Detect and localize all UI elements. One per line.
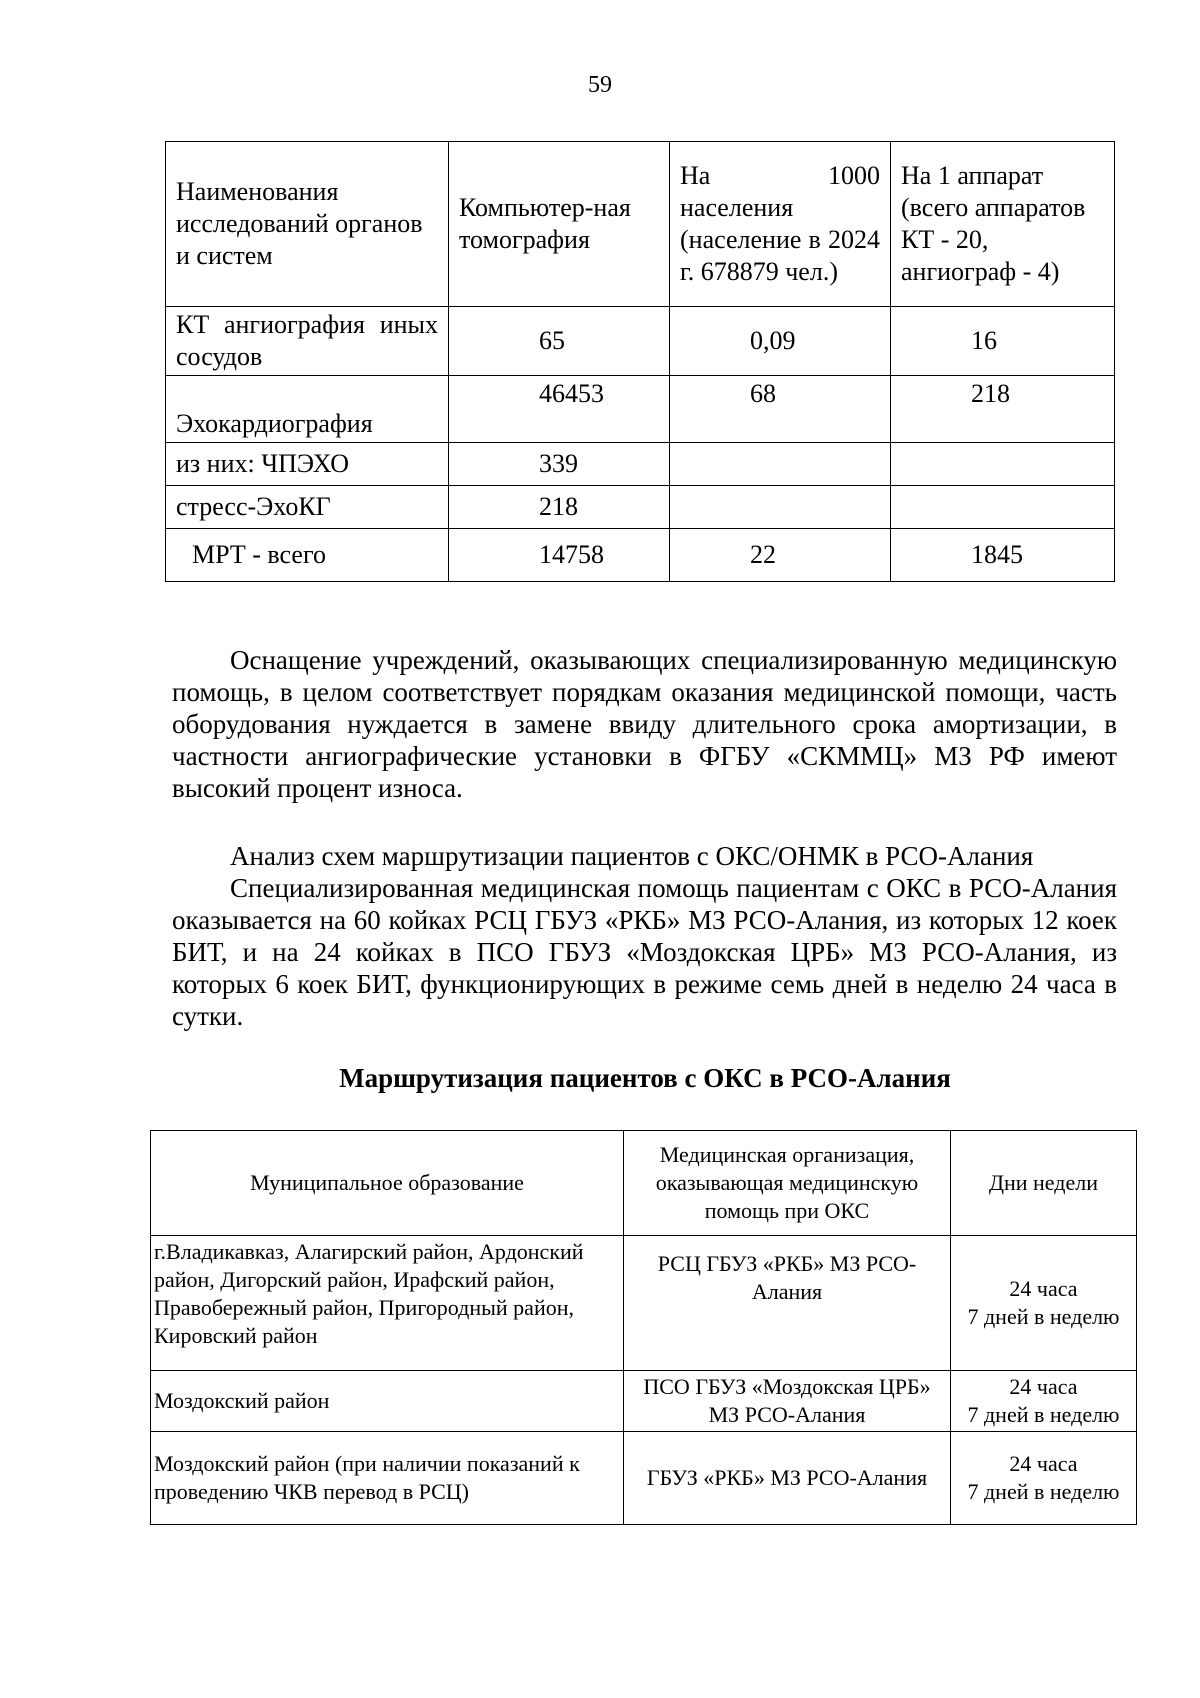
row-per1000: 68 (670, 376, 891, 443)
row-schedule (951, 1371, 1137, 1432)
row-hours: 24 часа (1009, 1374, 1078, 1399)
row-ct: 46453 (449, 376, 670, 443)
row-ct: 65 (449, 307, 670, 376)
table-row (166, 486, 1115, 529)
row-name: Эхокардиография (166, 376, 449, 443)
header-per-device: На 1 аппарат (всего аппаратов КТ - 20, ангиограф - 4) (891, 142, 1115, 307)
row-ct: 218 (449, 486, 670, 529)
table-row (166, 443, 1115, 486)
row-organization: ПСО ГБУЗ «Моздокская ЦРБ» МЗ РСО-Алания (624, 1371, 951, 1432)
routing-table-title: Маршрутизация пациентов с ОКС в РСО-Алания (339, 1063, 951, 1093)
header-ct: Компьютер-ная томография (449, 142, 670, 307)
table-header-row (151, 1131, 1137, 1236)
routing-table (150, 1130, 1137, 1525)
row-schedule (951, 1432, 1137, 1525)
row-days: 7 дней в неделю (967, 1479, 1120, 1504)
paragraph-heading-analysis: Анализ схем маршрутизации пациентов с ОКС/ОНМК в РСО-Алания (230, 841, 1034, 871)
header-days: Дни недели (951, 1131, 1137, 1236)
table-row (166, 376, 1115, 443)
body-text-2 (172, 840, 1117, 1032)
row-name: стресс-ЭхоКГ (166, 486, 449, 529)
header-per-1000: На 1000 населения (население в 2024 г. 678879 чел.) (670, 142, 891, 307)
table-row (151, 1432, 1137, 1525)
row-ct: 339 (449, 443, 670, 486)
row-per1000 (670, 443, 891, 486)
row-per1000: 22 (670, 529, 891, 582)
row-days: 7 дней в неделю (967, 1304, 1120, 1329)
research-statistics-table (165, 141, 1115, 582)
page-number: 59 (588, 72, 612, 98)
row-per-device: 218 (891, 376, 1115, 443)
row-organization: РСЦ ГБУЗ «РКБ» МЗ РСО-Алания (624, 1236, 951, 1371)
table-row (166, 307, 1115, 376)
header-organization: Медицинская организация, оказывающая медицинскую помощь при ОКС (624, 1131, 951, 1236)
row-per1000 (670, 486, 891, 529)
row-name: КТ ангиография иных сосудов (166, 307, 449, 376)
row-organization: ГБУЗ «РКБ» МЗ РСО-Алания (624, 1432, 951, 1525)
row-schedule (951, 1236, 1137, 1371)
row-hours: 24 часа (1009, 1451, 1078, 1476)
row-per1000: 0,09 (670, 307, 891, 376)
table-row (151, 1236, 1137, 1371)
row-municipality: Моздокский район (при наличии показаний к проведению ЧКВ перевод в РСЦ) (151, 1432, 624, 1525)
paragraph-equipment: Оснащение учреждений, оказывающих специализированную медицинскую помощь, в целом соответствует порядкам оказания медицинской помощи, часть оборудования нуждается в замене ввиду длительного срока амортизации, в частности ангиографические установки в ФГБУ «СКММЦ» МЗ РФ имеют высокий процент износа. (172, 645, 1117, 803)
paragraph-specialized-care: Специализированная медицинская помощь пациентам с ОКС в РСО-Алания оказывается на 60 койках РСЦ ГБУЗ «РКБ» МЗ РСО-Алания, из которых 12 коек БИТ, и на 24 койках в ПСО ГБУЗ «Моздокская ЦРБ» МЗ РСО-Алания, из которых 6 коек БИТ, функционирующих в режиме семь дней в неделю 24 часа в сутки. (172, 873, 1117, 1031)
row-days: 7 дней в неделю (967, 1402, 1120, 1427)
header-municipality: Муниципальное образование (151, 1131, 624, 1236)
row-per-device: 16 (891, 307, 1115, 376)
table-row (166, 529, 1115, 582)
body-text-1 (172, 644, 1117, 804)
row-per-device (891, 486, 1115, 529)
table-header-row (166, 142, 1115, 307)
table-row (151, 1371, 1137, 1432)
row-per-device: 1845 (891, 529, 1115, 582)
header-research-names: Наименования исследований органов и систем (166, 142, 449, 307)
row-name: МРТ - всего (166, 529, 449, 582)
row-municipality: Моздокский район (151, 1371, 624, 1432)
row-ct: 14758 (449, 529, 670, 582)
row-per-device (891, 443, 1115, 486)
row-municipality: г.Владикавказ, Алагирский район, Ардонский район, Дигорский район, Ирафский район, Правобережный район, Пригородный район, Кировский район (151, 1236, 624, 1371)
row-name: из них: ЧПЭХО (166, 443, 449, 486)
row-hours: 24 часа (1009, 1276, 1078, 1301)
